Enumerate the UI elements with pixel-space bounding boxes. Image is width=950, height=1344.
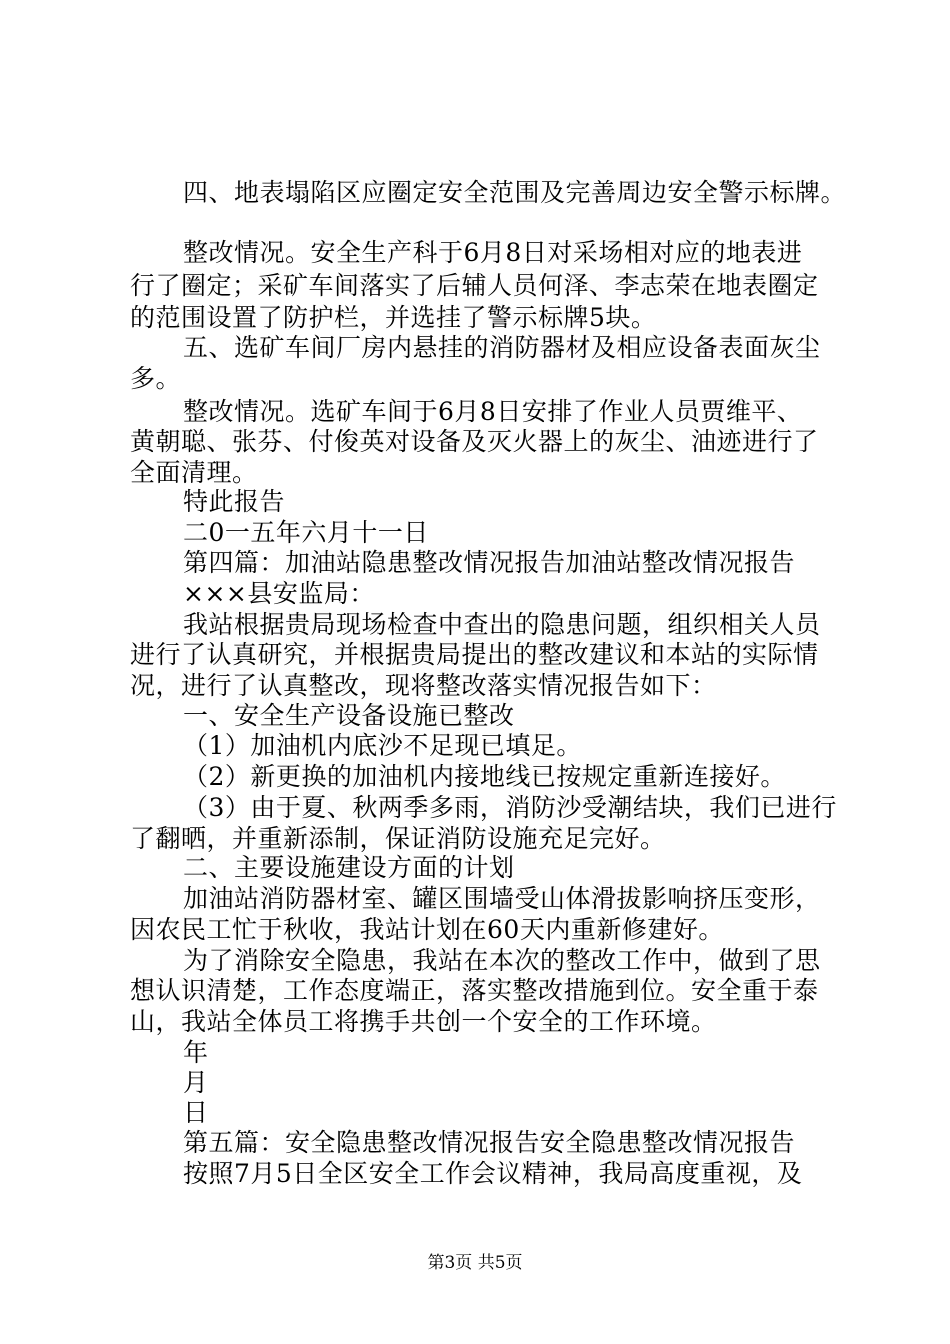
subheading-one: 一、安全生产设备设施已整改	[183, 701, 515, 730]
section-title-five: 第五篇：安全隐患整改情况报告安全隐患整改情况报告	[183, 1128, 796, 1157]
paragraph-line: 多。	[130, 364, 182, 393]
paragraph-line: 为了消除安全隐患，我站在本次的整改工作中，做到了思	[183, 946, 821, 975]
addressee-line: ×××县安监局：	[183, 579, 375, 608]
list-item: （3）由于夏、秋两季多雨，消防沙受潮结块，我们已进行	[183, 793, 837, 822]
paragraph-line: 因农民工忙于秋收，我站计划在60天内重新修建好。	[130, 915, 724, 944]
paragraph-line: 的范围设置了防护栏，并选挂了警示标牌5块。	[130, 303, 657, 332]
paragraph-line: 行了圈定；采矿车间落实了后辅人员何泽、李志荣在地表圈定	[130, 271, 819, 300]
heading-item-five: 五、选矿车间厂房内悬挂的消防器材及相应设备表面灰尘	[183, 333, 821, 362]
paragraph-line: 况，进行了认真整改，现将整改落实情况报告如下：	[130, 671, 717, 700]
list-item: （1）加油机内底沙不足现已填足。	[183, 731, 582, 760]
subheading-two: 二、主要设施建设方面的计划	[183, 853, 515, 882]
paragraph-line: 整改情况。选矿车间于6月8日安排了作业人员贾维平、	[183, 397, 803, 426]
paragraph-line: 进行了认真研究，并根据贵局提出的整改建议和本站的实际情	[130, 640, 819, 669]
paragraph-line: 全面清理。	[130, 458, 258, 487]
paragraph-line: 按照7月5日全区安全工作会议精神，我局高度重视，及	[183, 1159, 803, 1188]
date-month: 月	[183, 1068, 209, 1097]
paragraph-line: 了翻晒，并重新添制，保证消防设施充足完好。	[130, 824, 666, 853]
paragraph-line: 我站根据贵局现场检查中查出的隐患问题，组织相关人员	[183, 610, 821, 639]
paragraph-line: 整改情况。安全生产科于6月8日对采场相对应的地表进	[183, 238, 803, 267]
closing-text: 特此报告	[183, 487, 286, 516]
page-footer: 第3页 共5页	[427, 1253, 523, 1273]
paragraph-line: 山，我站全体员工将携手共创一个安全的工作环境。	[130, 1007, 717, 1036]
paragraph-line: 黄朝聪、张芬、付俊英对设备及灭火器上的灰尘、油迹进行了	[130, 427, 819, 456]
section-title-four: 第四篇：加油站隐患整改情况报告加油站整改情况报告	[183, 548, 796, 577]
paragraph-line: 加油站消防器材室、罐区围墙受山体滑拔影响挤压变形，	[183, 884, 821, 913]
date-day: 日	[183, 1098, 209, 1127]
date-line: 二0一五年六月十一日	[183, 518, 429, 547]
list-item: （2）新更换的加油机内接地线已按规定重新连接好。	[183, 762, 786, 791]
date-year: 年	[183, 1038, 209, 1067]
heading-item-four: 四、地表塌陷区应圈定安全范围及完善周边安全警示标牌。	[183, 178, 847, 207]
paragraph-line: 想认识清楚，工作态度端正，落实整改措施到位。安全重于泰	[130, 976, 819, 1005]
